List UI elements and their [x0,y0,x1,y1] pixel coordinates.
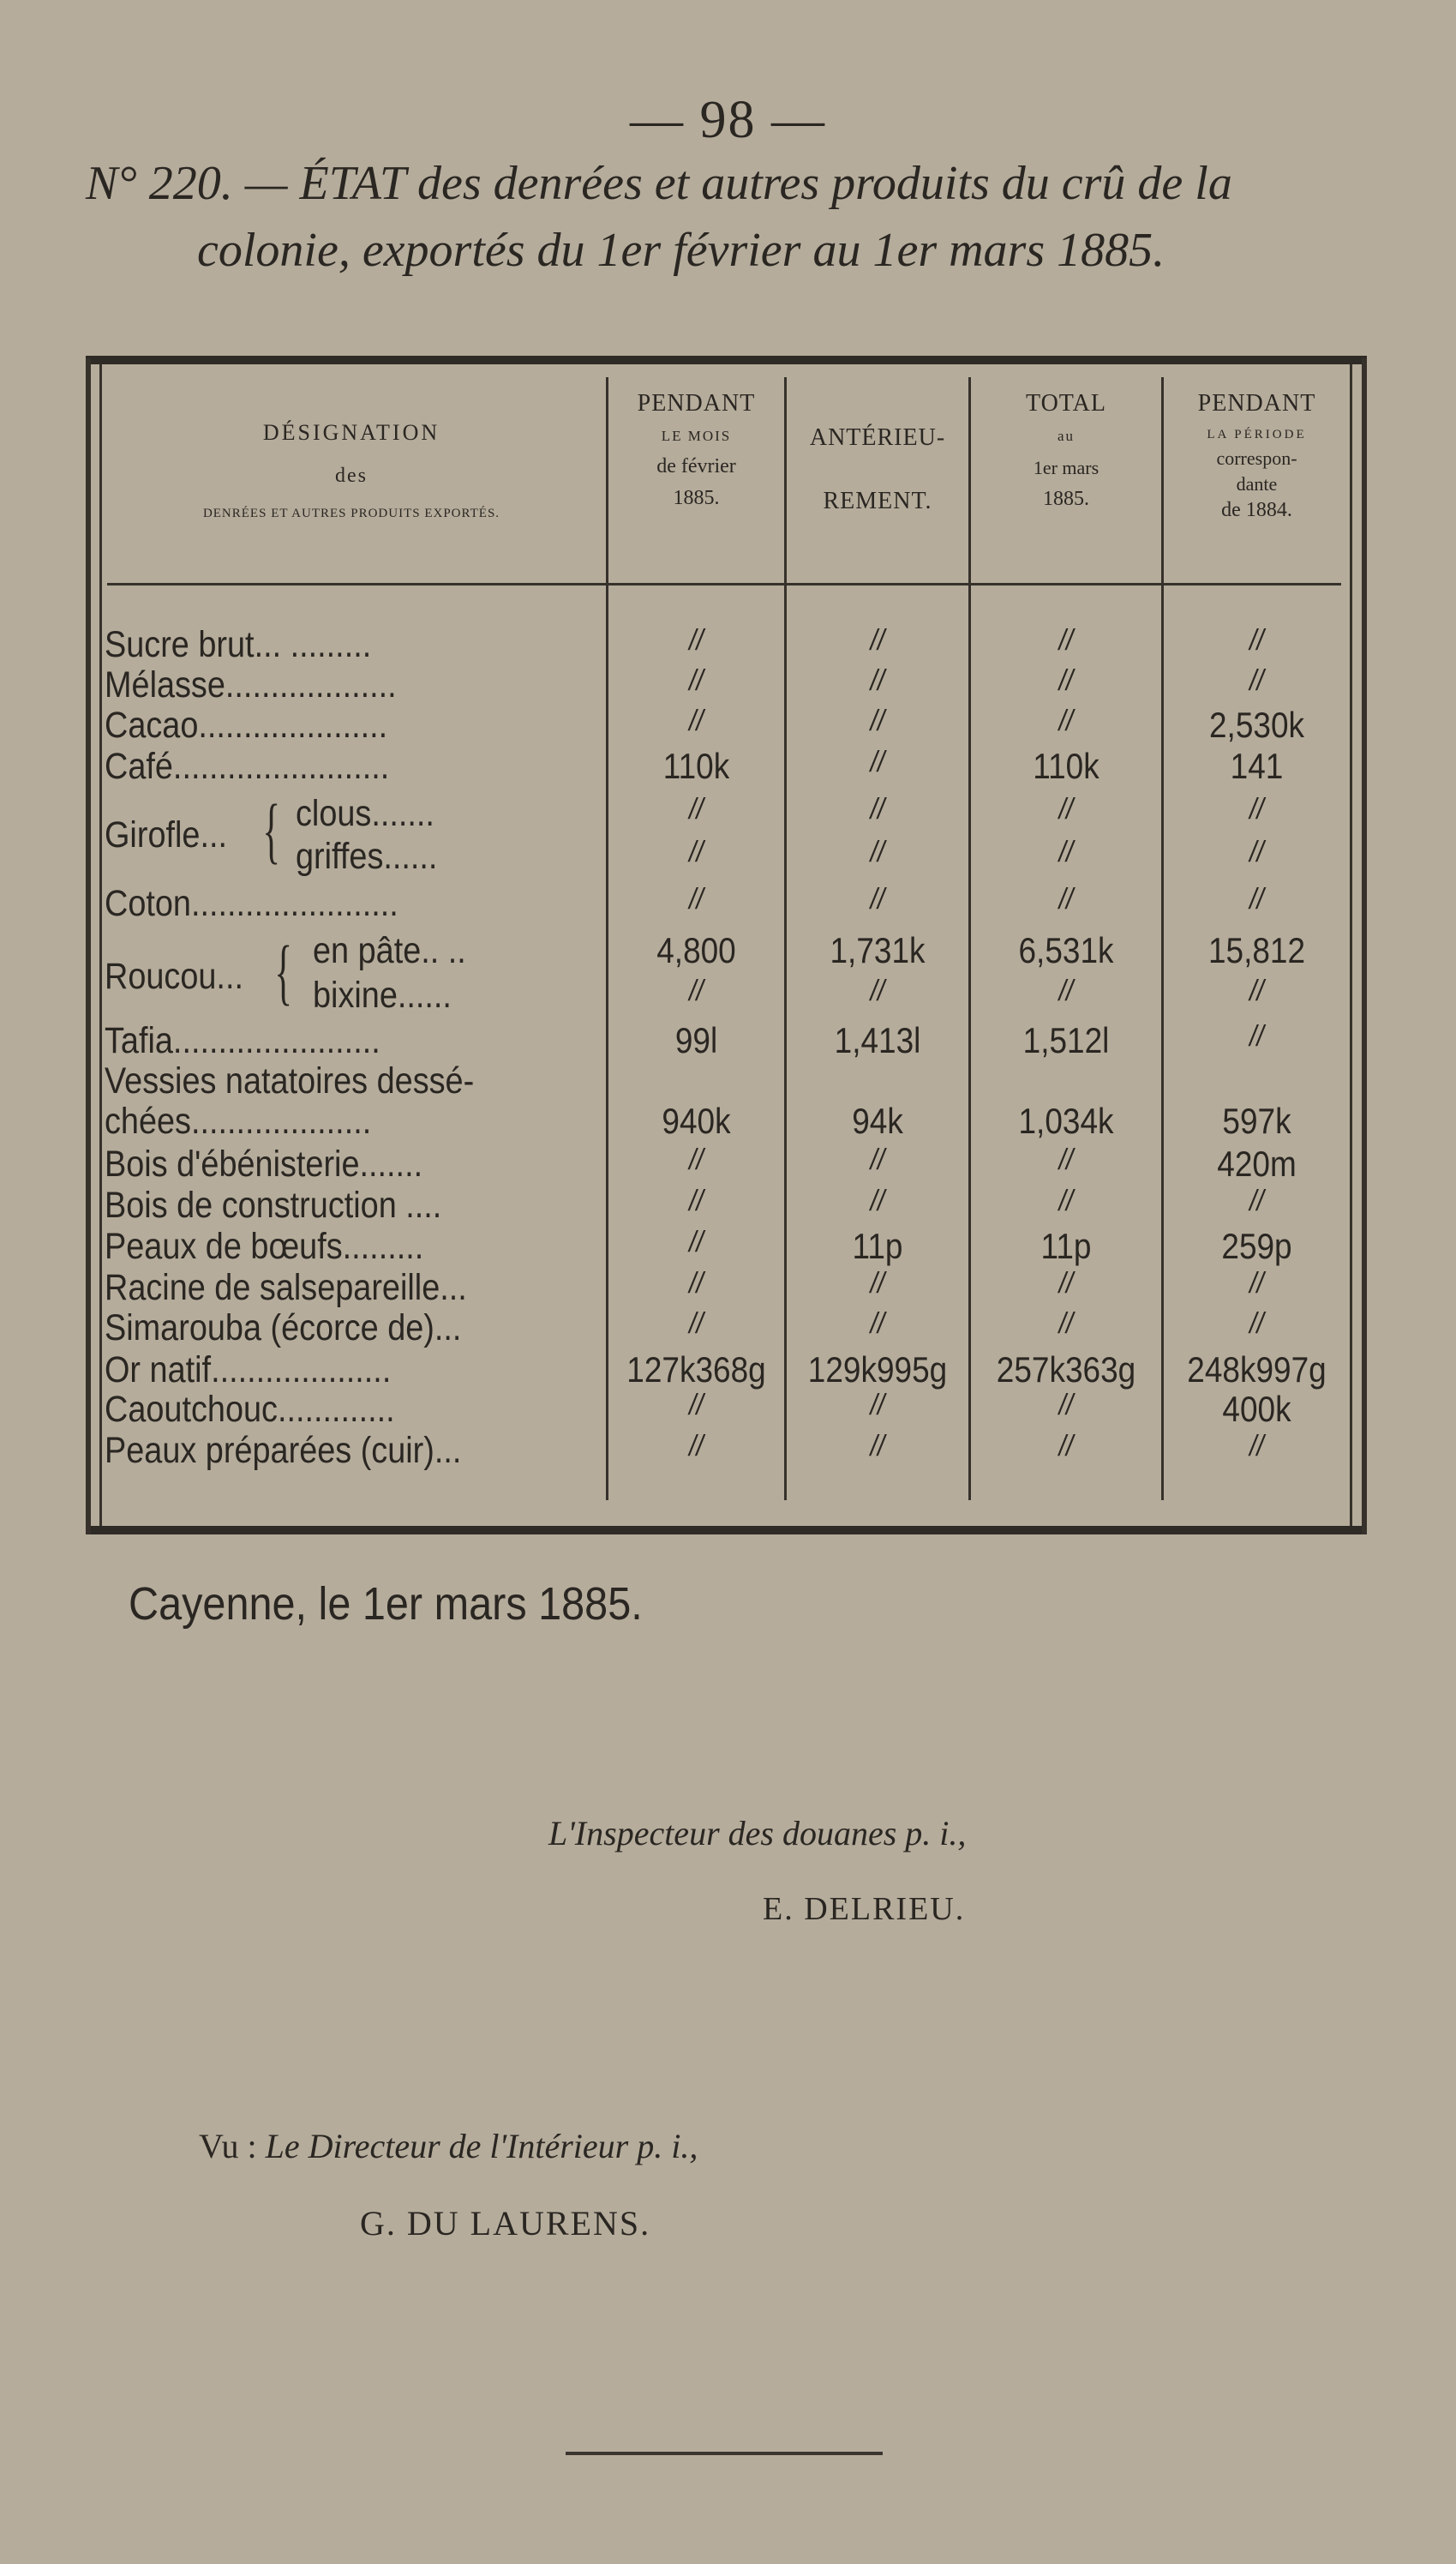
row-value-c4: // [1249,793,1264,826]
row-value-c2: // [870,1389,885,1421]
row-label: Peaux préparées (cuir)... [105,1430,462,1471]
table-row [0,1101,1456,1142]
header-col1-line: de février [656,455,736,477]
row-value-c4: // [1249,1430,1264,1462]
row-value-c3: // [1058,1389,1074,1421]
row-value-c4: 597k [1222,1101,1291,1141]
row-value-c2: // [870,1144,885,1176]
row-value-c2: // [870,1430,885,1462]
row-value-c2: 1,731k [830,930,926,970]
row-value-c1: 110k [662,746,730,786]
row-value-c2: // [870,883,885,916]
row-value-c2: // [870,664,885,697]
header-col3-line: au [1057,428,1076,444]
brace-roucou: { [274,930,292,1012]
table-row [0,1267,1456,1306]
header-col4 [1164,390,1350,522]
director-name: G. DU LAURENS. [360,2204,651,2243]
row-value-c2: // [870,746,885,778]
row-value-c1: // [689,664,704,697]
row-value-c2: // [870,1185,885,1217]
header-col1-line: 1885. [673,487,720,509]
row-value-c1: // [689,1226,704,1258]
row-value-c1: // [689,705,704,737]
row-value-c1: // [689,883,704,916]
row-value-c4: // [1249,664,1264,697]
table-row [0,1144,1456,1185]
approval-line [199,2126,698,2166]
row-label: Peaux de bœufs......... [105,1226,424,1267]
table-row [0,1185,1456,1226]
header-divider [107,583,1341,585]
row-label: bixine...... [313,975,452,1016]
row-value-c1: // [689,1307,704,1340]
row-value-c1: // [689,836,704,868]
header-col3-line: 1er mars [1033,457,1099,478]
row-value-c2: 129k995g [807,1349,948,1390]
header-designation-line: DÉSIGNATION [262,420,440,445]
row-value-c3: // [1058,1267,1074,1300]
row-value-c1: 99l [674,1020,718,1060]
table-row [0,1430,1456,1471]
row-value-c3: // [1058,624,1074,657]
table-row [0,883,1456,922]
row-value-c1: // [689,624,704,657]
header-col4-line: correspon- [1216,447,1297,469]
row-label: Bois de construction .... [105,1185,442,1226]
header-designation-line: des [335,465,368,487]
table-row [0,705,1456,746]
row-value-c1: // [689,1389,704,1421]
table-row [0,746,1456,787]
row-value-c2: // [870,624,885,657]
row-label: griffes...... [296,836,438,877]
row-value-c1: // [689,793,704,826]
row-value-c4: // [1249,883,1264,916]
title-line-2: colonie, exportés du 1er février au 1er mars 1885. [197,224,1165,277]
header-col1-line: PENDANT [637,390,756,417]
row-label: Racine de salsepareille... [105,1267,467,1308]
header-designation-line: DENRÉES ET AUTRES PRODUITS EXPORTÉS. [202,507,500,520]
table-row [0,1060,1456,1102]
row-label: en pâte.. .. [313,930,466,971]
table-row [0,1020,1456,1059]
row-value-c2: // [870,836,885,868]
row-value-c3: // [1058,1144,1074,1176]
header-col4-line: PENDANT [1197,390,1316,417]
table-row [0,1349,1456,1388]
row-value-c3: // [1058,975,1074,1007]
row-value-c4: // [1249,624,1264,657]
row-value-c4: // [1249,836,1264,868]
row-value-c4: // [1249,1307,1264,1340]
row-value-c4: // [1249,1020,1264,1053]
row-label: Or natif.................... [105,1349,392,1390]
row-value-c4: 248k997g [1187,1349,1327,1390]
table-row [0,1226,1456,1267]
row-value-c1: 4,800 [656,930,736,970]
row-value-c2: 94k [852,1101,903,1141]
row-label: Sucre brut... ......... [105,624,372,665]
vu-label: Vu : [199,2127,257,2165]
row-value-c4: // [1249,1267,1264,1300]
row-value-c4: 2,530k [1209,705,1304,745]
row-label: Cacao..................... [105,705,388,746]
row-value-c1: // [689,1144,704,1176]
row-label: Caoutchouc............. [105,1389,395,1430]
header-col3-line: 1885. [1043,488,1089,510]
row-value-c4: 420m [1217,1144,1297,1184]
header-col3 [971,390,1161,511]
director-role: Le Directeur de l'Intérieur p. i., [265,2127,698,2165]
header-col4-line: de 1884. [1221,499,1292,521]
row-label: Bois d'ébénisterie....... [105,1144,423,1185]
row-value-c1: // [689,1267,704,1300]
row-value-c1: 940k [662,1101,731,1141]
row-value-c3: 6,531k [1018,930,1114,970]
row-value-c4: 400k [1222,1389,1291,1429]
row-value-c4: 15,812 [1207,930,1306,970]
row-value-c4: // [1249,975,1264,1007]
header-col3-line: TOTAL [1025,390,1106,417]
row-value-c3: 257k363g [996,1349,1136,1390]
row-value-c3: 1,034k [1018,1101,1114,1141]
title-line-1: N° 220. — ÉTAT des denrées et autres produits du crû de la [86,157,1232,210]
row-value-c2: 1,413l [834,1020,921,1060]
row-value-c4: 259p [1221,1226,1292,1266]
row-value-c3: 11p [1040,1226,1092,1266]
row-value-c2: 11p [852,1226,903,1266]
group-label-roucou: Roucou... [105,956,243,997]
row-value-c2: // [870,1307,885,1340]
place-date: Cayenne, le 1er mars 1885. [129,1578,643,1630]
row-label: Mélasse................... [105,664,397,706]
row-value-c3: // [1058,1185,1074,1217]
row-value-c4: // [1249,1185,1264,1217]
table-row [0,1389,1456,1430]
table-row [0,624,1456,663]
row-value-c2: // [870,1267,885,1300]
row-value-c3: 1,512l [1022,1020,1110,1060]
row-label: Café........................ [105,746,390,787]
row-value-c3: // [1058,1430,1074,1462]
table-bottom-rule [86,1526,1367,1534]
header-col4-line: dante [1236,473,1278,495]
brace-girofle: { [262,789,280,871]
row-value-c3: // [1058,664,1074,697]
row-value-c3: 110k [1033,746,1099,786]
row-value-c1: 127k368g [626,1349,766,1390]
row-value-c2: // [870,975,885,1007]
bottom-rule [566,2452,883,2455]
row-label: Vessies natatoires dessé- [105,1060,475,1102]
header-col1 [608,390,784,510]
header-col1-line: LE MOIS [661,428,732,444]
header-col2 [787,424,968,515]
group-label-girofle: Girofle... [105,814,227,856]
header-col2-line: ANTÉRIEU- [809,424,946,451]
row-value-c1: // [689,975,704,1007]
inspector-role: L'Inspecteur des douanes p. i., [548,1814,967,1852]
row-value-c3: // [1058,1307,1074,1340]
table-row [0,664,1456,706]
header-col2-line: REMENT. [823,488,932,514]
row-value-c2: // [870,793,885,826]
row-value-c3: // [1058,793,1074,826]
row-label: clous....... [296,793,434,834]
row-value-c2: // [870,705,885,737]
row-value-c3: // [1058,705,1074,737]
header-designation [103,420,600,521]
inspector-name: E. DELRIEU. [763,1891,966,1927]
document-title [86,150,1423,284]
row-label: Coton....................... [105,883,398,924]
page-number: — 98 — [630,91,826,149]
row-value-c3: // [1058,836,1074,868]
row-label: Simarouba (écorce de)... [105,1307,462,1348]
header-col4-line: LA PÉRIODE [1207,428,1307,441]
row-label: chées.................... [105,1101,372,1142]
row-value-c1: // [689,1430,704,1462]
row-label: Tafia....................... [105,1020,380,1061]
table-top-rule [86,356,1367,364]
row-value-c1: // [689,1185,704,1217]
row-value-c4: 141 [1230,746,1284,786]
row-value-c3: // [1058,883,1074,916]
table-row [0,1307,1456,1346]
